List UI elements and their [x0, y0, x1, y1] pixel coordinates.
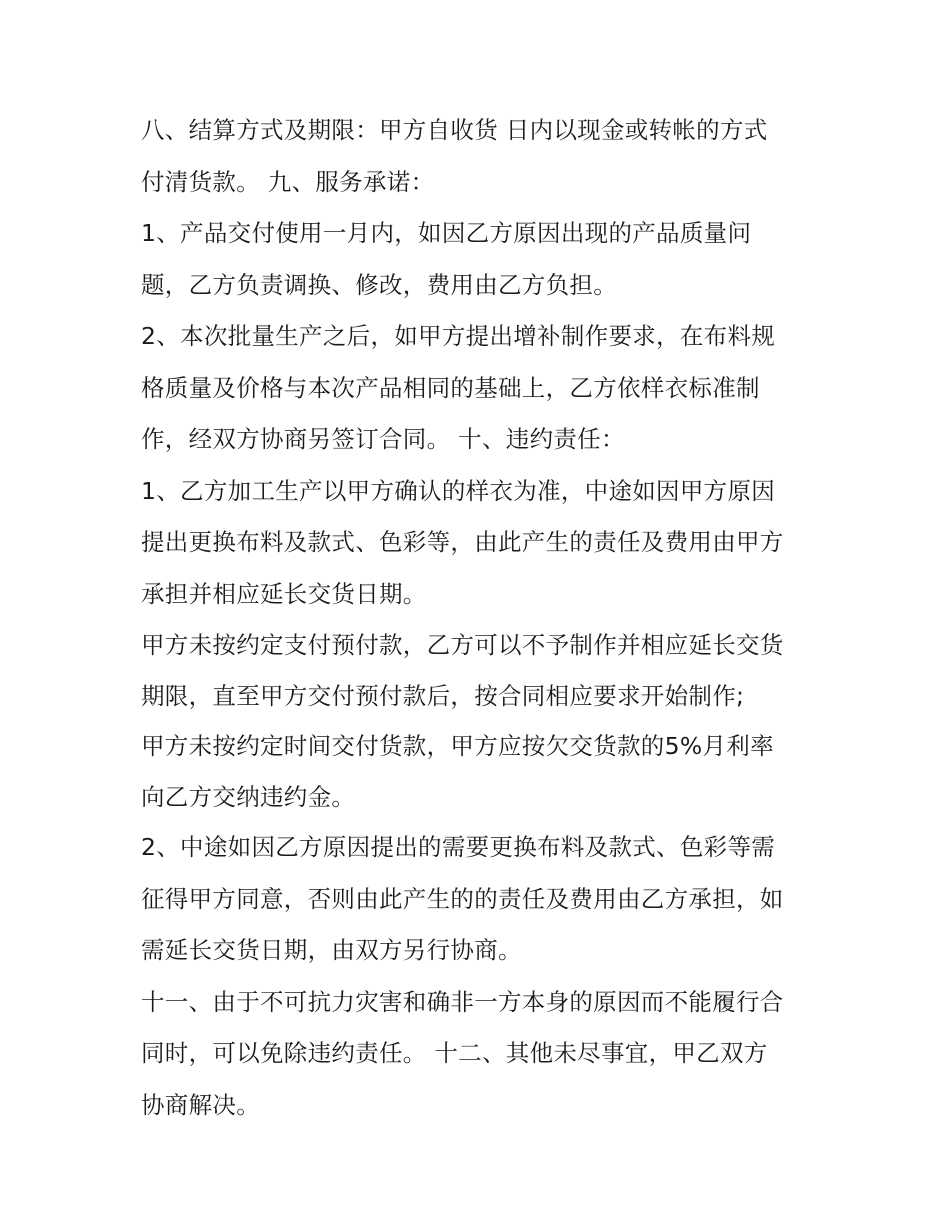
text-line: 十一、由于不可抗力灾害和确非一方本身的原因而不能履行合 [141, 987, 784, 1016]
clause-10-item-2 [141, 822, 821, 977]
text-line: 同时，可以免除违约责任。 十二、其他未尽事宜，甲乙双方 [141, 1039, 768, 1067]
text-line: 征得甲方同意，否则由此产生的的责任及费用由乙方承担，如 [141, 884, 784, 913]
text-line: 1、乙方加工生产以甲方确认的样衣为准，中途如因甲方原因 [141, 476, 776, 505]
text-line: 需延长交货日期，由双方另行协商。 [141, 936, 522, 964]
clause-10-item-1 [141, 466, 821, 621]
text-line: 向乙方交纳违约金。 [141, 782, 356, 811]
text-line: 甲方未按约定支付预付款，乙方可以不予制作并相应延长交货 [141, 631, 784, 659]
text-line: 2、中途如因乙方原因提出的需要更换布料及款式、色彩等需 [141, 833, 776, 861]
text-line: 八、结算方式及期限：甲方自收货 日内以现金或转帐的方式 [141, 116, 768, 144]
text-line: 格质量及价格与本次产品相同的基础上，乙方依样衣标准制 [141, 373, 760, 402]
clause-11-12 [141, 977, 821, 1132]
text-line: 协商解决。 [141, 1090, 260, 1119]
text-line: 提出更换布料及款式、色彩等，由此产生的责任及费用由甲方 [141, 528, 784, 556]
text-line: 承担并相应延长交货日期。 [141, 579, 427, 608]
text-line: 甲方未按约定时间交付货款，甲方应按欠交货款的5%月利率 [141, 732, 774, 760]
text-line: 付清货款。 九、服务承诺： [141, 167, 435, 196]
document-body [141, 105, 821, 1131]
clause-8-settlement [141, 105, 821, 208]
clause-9-item-1 [141, 208, 821, 311]
text-line: 2、本次批量生产之后，如甲方提出增补制作要求，在布料规 [141, 322, 776, 350]
text-line: 1、产品交付使用一月内，如因乙方原因出现的产品质量问 [141, 219, 752, 247]
clause-10-prepayment [141, 620, 821, 721]
clause-10-late-payment [141, 721, 821, 822]
text-line: 作，经双方协商另签订合同。 十、违约责任： [141, 425, 625, 453]
text-line: 题，乙方负责调换、修改，费用由乙方负担。 [141, 270, 617, 299]
text-line: 期限，直至甲方交付预付款后，按合同相应要求开始制作; [141, 681, 745, 710]
clause-9-item-2 [141, 311, 821, 466]
